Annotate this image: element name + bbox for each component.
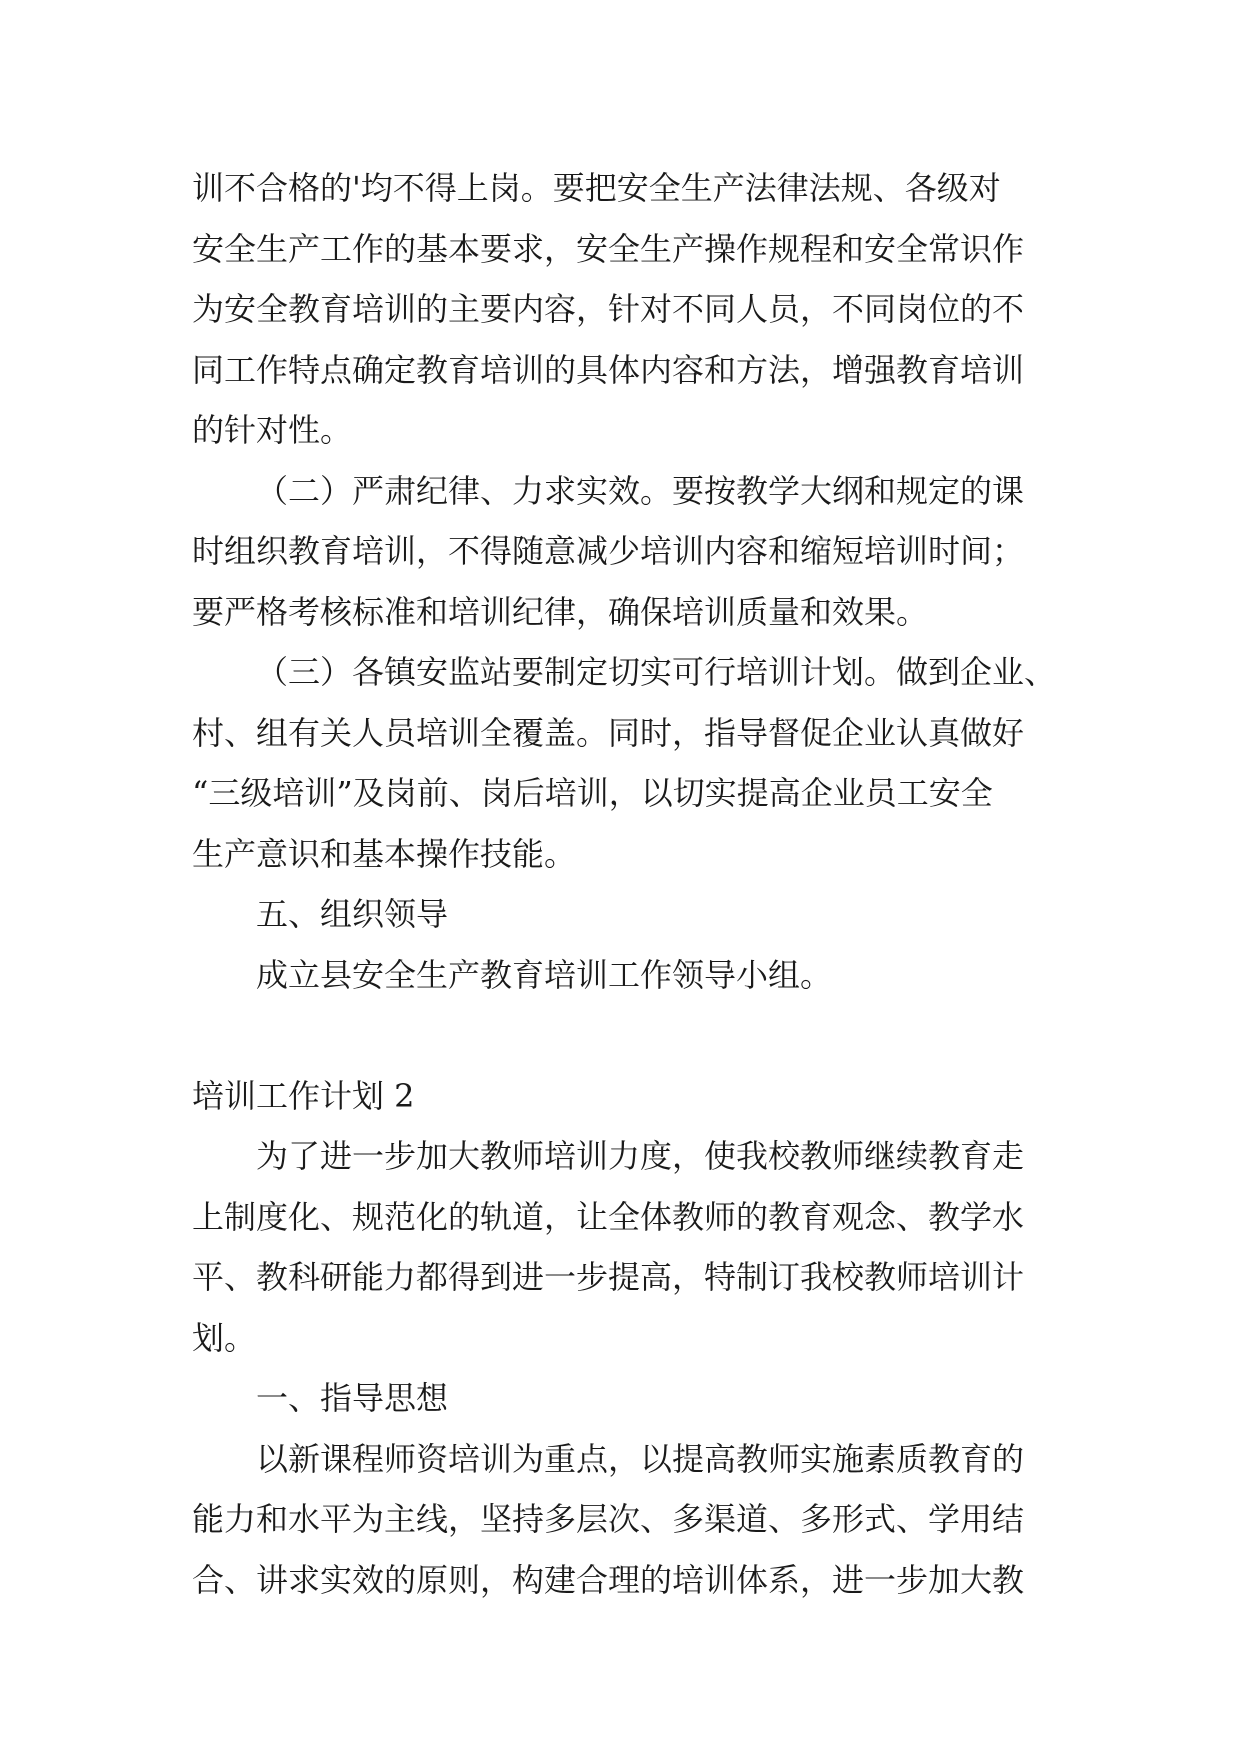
paragraph-line: （三）各镇安监站要制定切实可行培训计划。做到企业、 xyxy=(256,653,1057,691)
paragraph-line: 为安全教育培训的主要内容，针对不同人员，不同岗位的不 xyxy=(192,290,1025,328)
paragraph-line: 平、教科研能力都得到进一步提高，特制订我校教师培训计 xyxy=(192,1258,1025,1296)
paragraph-line: 安全生产工作的基本要求，安全生产操作规程和安全常识作 xyxy=(192,229,1025,268)
paragraph-line: 训不合格的'均不得上岗。要把安全生产法律法规、各级对 xyxy=(192,169,1001,207)
paragraph-line: 生产意识和基本操作技能。 xyxy=(192,834,577,873)
paragraph-line: 的针对性。 xyxy=(192,411,353,449)
paragraph-line: 划。 xyxy=(192,1318,257,1357)
paragraph-line: 为了进一步加大教师培训力度，使我校教师继续教育走 xyxy=(256,1137,1025,1175)
paragraph-line: 时组织教育培训，不得随意减少培训内容和缩短培训时间； xyxy=(192,532,1025,570)
paragraph-line: “三级培训”及岗前、岗后培训，以切实提高企业员工安全 xyxy=(192,774,993,812)
paragraph-line: 成立县安全生产教育培训工作领导小组。 xyxy=(256,955,833,994)
paragraph-line: 要严格考核标准和培训纪律，确保培训质量和效果。 xyxy=(192,592,929,631)
paragraph-line: 以新课程师资培训为重点，以提高教师实施素质教育的 xyxy=(256,1439,1025,1478)
paragraph-line: 能力和水平为主线，坚持多层次、多渠道、多形式、学用结 xyxy=(192,1500,1025,1538)
section-heading: 一、指导思想 xyxy=(256,1379,449,1417)
paragraph-line: 同工作特点确定教育培训的具体内容和方法，增强教育培训 xyxy=(192,350,1025,389)
document-body xyxy=(192,158,1057,1610)
paragraph-line: 合、讲求实效的原则，构建合理的培训体系，进一步加大教 xyxy=(192,1560,1025,1599)
section-heading: 五、组织领导 xyxy=(256,895,449,933)
blank-line xyxy=(192,1005,1052,1066)
paragraph-line: 上制度化、规范化的轨道，让全体教师的教育观念、教学水 xyxy=(192,1197,1025,1236)
paragraph-line: 村、组有关人员培训全覆盖。同时，指导督促企业认真做好 xyxy=(192,713,1025,752)
paragraph-line: （二）严肃纪律、力求实效。要按教学大纲和规定的课 xyxy=(256,471,1025,510)
plan-title: 培训工作计划 2 xyxy=(192,1076,415,1115)
